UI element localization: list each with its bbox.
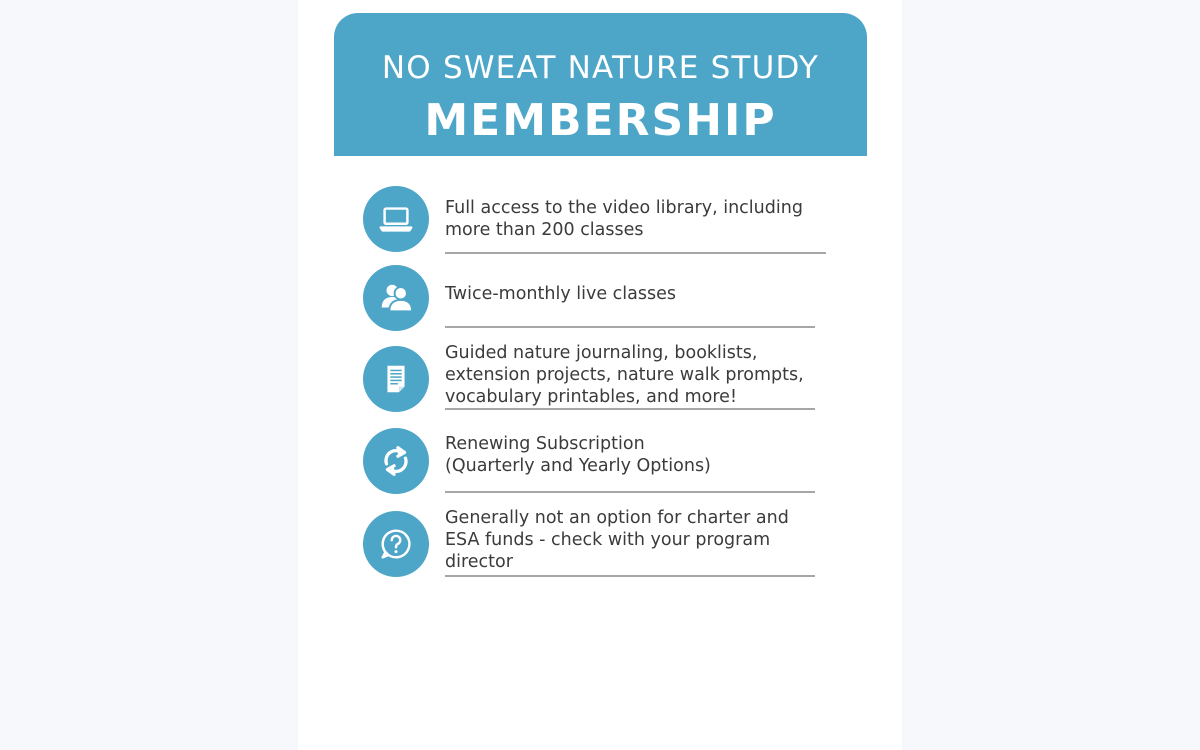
laptop-icon xyxy=(363,186,429,252)
feature-item-video-library xyxy=(363,186,833,256)
feature-line: ESA funds - check with your program xyxy=(445,530,771,550)
feature-text xyxy=(445,507,825,573)
divider xyxy=(445,491,815,493)
feature-line: Generally not an option for charter and xyxy=(445,508,789,528)
feature-line: director xyxy=(445,552,513,572)
divider xyxy=(445,252,826,254)
feature-item-live-classes xyxy=(363,265,833,331)
feature-text xyxy=(445,433,825,477)
divider xyxy=(445,408,815,410)
document-icon xyxy=(363,346,429,412)
feature-line: Full access to the video library, including xyxy=(445,198,803,218)
divider xyxy=(445,326,815,328)
feature-item-renewing-subscription xyxy=(363,428,833,496)
feature-line: extension projects, nature walk prompts, xyxy=(445,365,804,385)
feature-item-guided-journaling xyxy=(363,340,833,412)
feature-line: Twice-monthly live classes xyxy=(445,284,676,304)
feature-line: vocabulary printables, and more! xyxy=(445,387,737,407)
feature-line: more than 200 classes xyxy=(445,220,644,240)
feature-text xyxy=(445,283,825,305)
feature-text xyxy=(445,342,825,408)
feature-text xyxy=(445,197,825,241)
question-chat-icon xyxy=(363,511,429,577)
feature-line: Guided nature journaling, booklists, xyxy=(445,343,758,363)
membership-header xyxy=(334,13,867,156)
feature-line: (Quarterly and Yearly Options) xyxy=(445,456,711,476)
header-subtitle: NO SWEAT NATURE STUDY xyxy=(381,50,820,86)
users-icon xyxy=(363,265,429,331)
feature-item-charter-esa-funds xyxy=(363,507,833,579)
feature-line: Renewing Subscription xyxy=(445,434,645,454)
membership-card-page xyxy=(298,0,902,750)
header-title: MEMBERSHIP xyxy=(424,95,777,146)
refresh-icon xyxy=(363,428,429,494)
divider xyxy=(445,575,815,577)
